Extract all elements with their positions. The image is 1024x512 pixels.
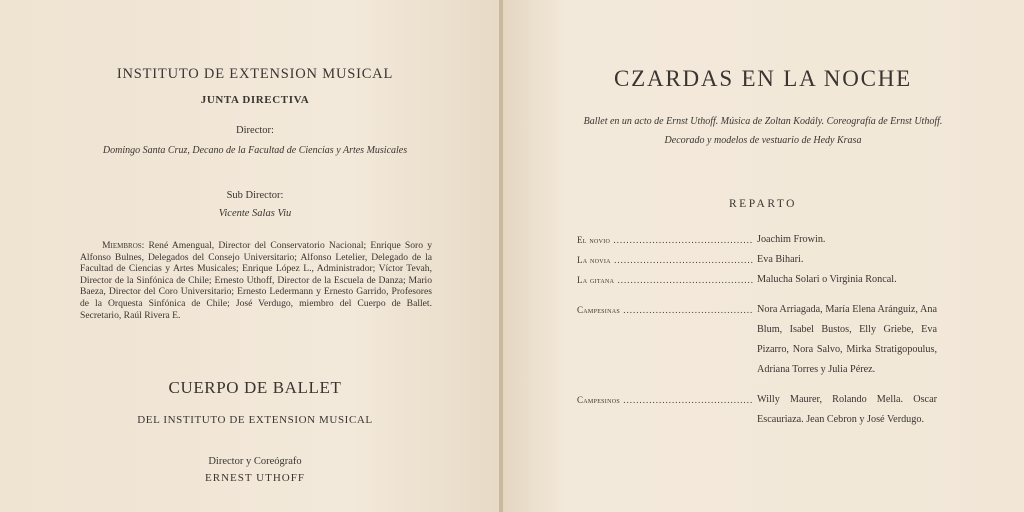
members-paragraph xyxy=(80,240,432,321)
cast-row xyxy=(577,230,937,250)
cast-role: Campesinas ..... xyxy=(577,300,753,320)
director-name: Domingo Santa Cruz, Decano de la Facultad de Ciencias y Artes Musicales xyxy=(102,145,408,156)
cast-row xyxy=(577,390,937,430)
cast-actors: Nora Arriagada, María Elena Aránguiz, Ana Blum, Isabel Bustos, Elly Griebe, Eva Pizarro, Nora Salvo, Mirka Stratigopoulus, Adriana Torres y Julia Pérez. xyxy=(757,304,937,375)
members-heading: Miembros: xyxy=(102,240,145,251)
cast-actors: Joachim Frowin. xyxy=(757,234,826,245)
choreographer-label: Director y Coreógrafo xyxy=(208,456,302,467)
choreographer-name: ERNEST UTHOFF xyxy=(205,472,305,484)
left-page xyxy=(0,0,500,512)
institute-title: INSTITUTO DE EXTENSION MUSICAL xyxy=(116,66,394,82)
cast-row xyxy=(577,270,937,290)
cast-role: El novio ..... xyxy=(577,230,753,250)
cast-role: La novia ..... xyxy=(577,250,753,270)
cast-row xyxy=(577,250,937,270)
members-text: René Amengual, Director del Conservatorio Nacional; Enrique Soro y Alfonso Bulnes, Delegados del Consejo Universitario; Alfonso Letelier, Delegado de la Facultad de Ciencias y Artes Musicales; Enrique López L., Administrador; Víctor Tevah, Director de la Sinfónica de Chile; Ernesto Uthoff, Director de la Escuela de Danza; Mario Baeza, Director del Coro Universitario; Ernesto Ledermann y Ernesto Garrido, Profesores de la Orquesta Sinfónica de Chile; José Verdugo, miembro del Cuerpo de Ballet. Secretario, Raúl Rivera E. xyxy=(80,240,432,321)
director-label: Director: xyxy=(236,125,274,136)
cast-role: La gitana ..... xyxy=(577,270,753,290)
board-heading: JUNTA DIRECTIVA xyxy=(200,94,310,106)
cast-actors: Malucha Solari o Virginia Roncal. xyxy=(757,274,897,285)
right-page xyxy=(503,0,1024,512)
subdirector-label: Sub Director: xyxy=(226,190,284,201)
subdirector-name: Vicente Salas Viu xyxy=(218,208,292,219)
ballet-description: Ballet en un acto de Ernst Uthoff. Música de Zoltan Kodály. Coreografía de Ernst Uthoff. Decorado y modelos de vestuario de Hedy Krasa xyxy=(583,116,943,146)
cast-list xyxy=(577,230,937,430)
cast-actors: Eva Bihari. xyxy=(757,254,804,265)
cast-heading: REPARTO xyxy=(729,198,797,210)
ballet-title: CUERPO DE BALLET xyxy=(168,378,342,397)
ballet-subtitle: DEL INSTITUTO DE EXTENSION MUSICAL xyxy=(137,414,373,426)
ballet-work-title: CZARDAS EN LA NOCHE xyxy=(613,66,913,91)
cast-role: Campesinos ..... xyxy=(577,390,753,410)
cast-row xyxy=(577,300,937,380)
cast-actors: Willy Maurer, Rolando Mella. Oscar Escauriaza. Jean Cebron y José Verdugo. xyxy=(757,394,937,425)
